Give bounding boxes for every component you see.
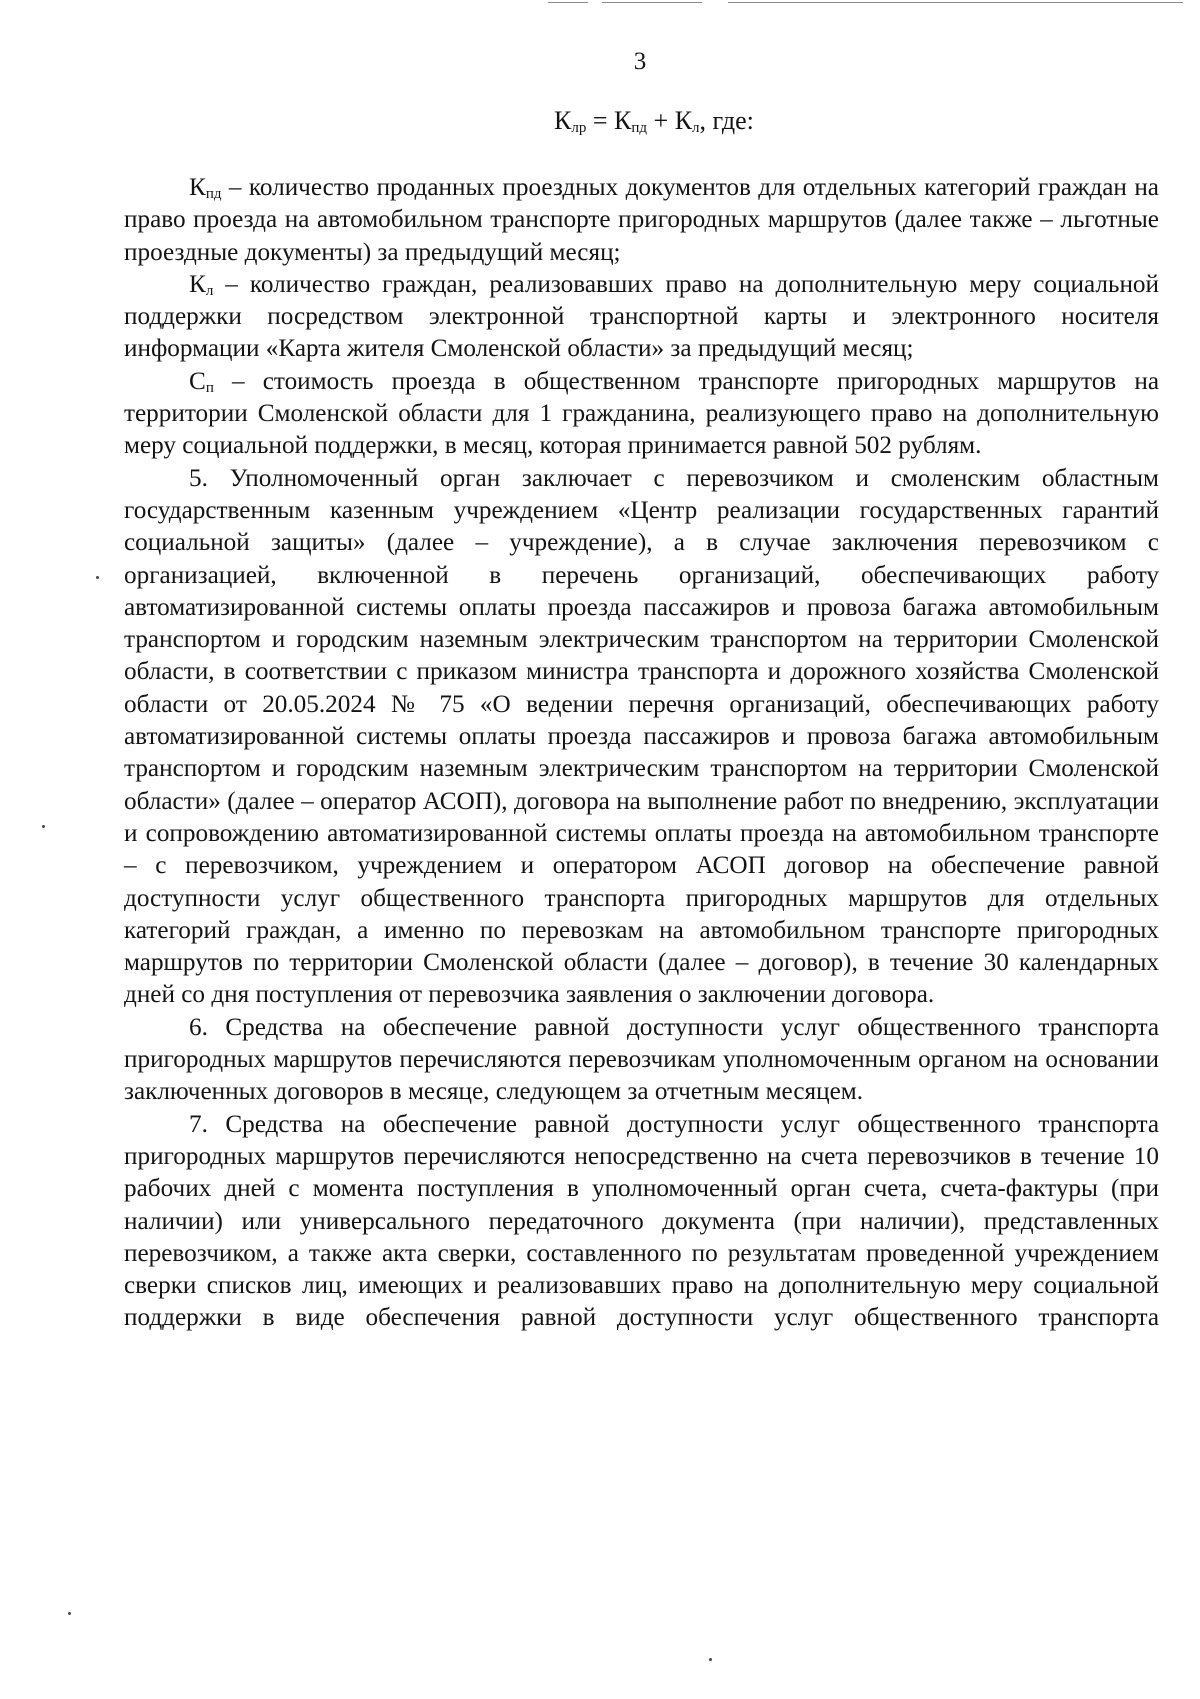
definition-paragraph (124, 366, 1159, 463)
formula-suffix: , где: (699, 106, 754, 135)
variable-subscript: л (205, 282, 214, 299)
clause-6-paragraph: 6. Средства на обеспечение равной доступности услуг общественного транспорта пригородных маршрутов перечисляются перевозчикам уполномоченным органом на основании заключенных договоров в месяце, следующем за отчетным месяцем. (124, 1013, 1159, 1106)
definition-text: – стоимость проезда в общественном транспорте пригородных маршрутов на территории Смоленской области для 1 гражданина, реализующего право на дополнительную меру социальной поддержки, в месяц, которая принимается равной 502 рублям. (124, 367, 1159, 460)
scan-top-line (602, 2, 702, 3)
variable-subscript: п (205, 379, 214, 396)
scan-speck (709, 1658, 712, 1661)
scan-top-line (548, 2, 588, 3)
definition-text: – количество проданных проездных документов для отдельных категорий граждан на право проезда на автомобильном транспорте пригородных маршрутов (далее также – льготные проездные документы) за предыдущий месяц; (124, 174, 1159, 266)
formula-term-1-subscript: пд (631, 120, 648, 136)
formula-lhs-subscript: лр (571, 120, 587, 136)
definition-text: – количество граждан, реализовавших право на дополнительную меру социальной поддержки посредством электронной транспортной карты и электронного носителя информации «Карта жителя Смоленской области» за предыдущий месяц; (124, 270, 1159, 363)
scan-speck (96, 576, 99, 579)
page-number: 3 (633, 48, 647, 75)
variable-subscript: пд (205, 186, 222, 202)
formula-plus: + (647, 106, 675, 135)
definition-paragraph (124, 172, 1159, 269)
variable-symbol: К (189, 270, 206, 298)
formula-term-2-subscript: л (692, 120, 700, 136)
formula-equals: = (586, 106, 615, 135)
variable-symbol: К (189, 174, 206, 201)
formula-lhs: К (554, 106, 572, 135)
scan-top-line (728, 2, 1183, 3)
scan-speck (42, 825, 45, 828)
formula (554, 106, 754, 136)
clause-5-paragraph: 5. Уполномоченный орган заключает с перевозчиком и смоленским областным государственным казенным учреждением «Центр реализации государственных гарантий социальной защиты» (далее – учреждение), а в случае заключения перевозчиком с организацией, включенной в перечень организаций, обеспечивающих работу автоматизированной системы оплаты проезда пассажиров и провоза багажа автомобильным транспортом и городским наземным электрическим транспортом на территории Смоленской области, в соответствии с приказом министра транспорта и дорожного хозяйства Смоленской области от 20.05.2024 № 75 «О ведении перечня организаций, обеспечивающих работу автоматизированной системы оплаты проезда пассажиров и провоза багажа автомобильным транспортом и городским наземным электрическим транспортом на территории Смоленской области» (далее – оператор АСОП), договора на выполнение работ по внедрению, эксплуатации и сопровождению автоматизированной системы оплаты проезда на автомобильном транспорте – с перевозчиком, учреждением и оператором АСОП договор на обеспечение равной доступности услуг общественного транспорта пригородных маршрутов для отдельных категорий граждан, а именно по перевозкам на автомобильном транспорте пригородных маршрутов по территории Смоленской области (далее – договор), в течение 30 календарных дней со дня поступления от перевозчика заявления о заключении договора. (124, 464, 1159, 1009)
definition-paragraph (124, 269, 1159, 366)
document-body (124, 172, 1159, 1335)
variable-symbol: С (189, 367, 206, 395)
clause-7-paragraph: 7. Средства на обеспечение равной доступности услуг общественного транспорта пригородных маршрутов перечисляются непосредственно на счета перевозчиков в течение 10 рабочих дней с момента поступления в уполномоченный орган счета, счета-фактуры (при наличии) или универсального передаточного документа (при наличии), представленных перевозчиком, а также акта сверки, составленного по результатам проведенной учреждением сверки списков лиц, имеющих и реализовавших право на дополнительную меру социальной поддержки в виде обеспечения равной доступности услуг общественного транспорта (124, 1110, 1159, 1332)
scan-speck (68, 1612, 71, 1615)
formula-term-2: К (674, 106, 693, 135)
formula-term-1: К (614, 106, 632, 135)
